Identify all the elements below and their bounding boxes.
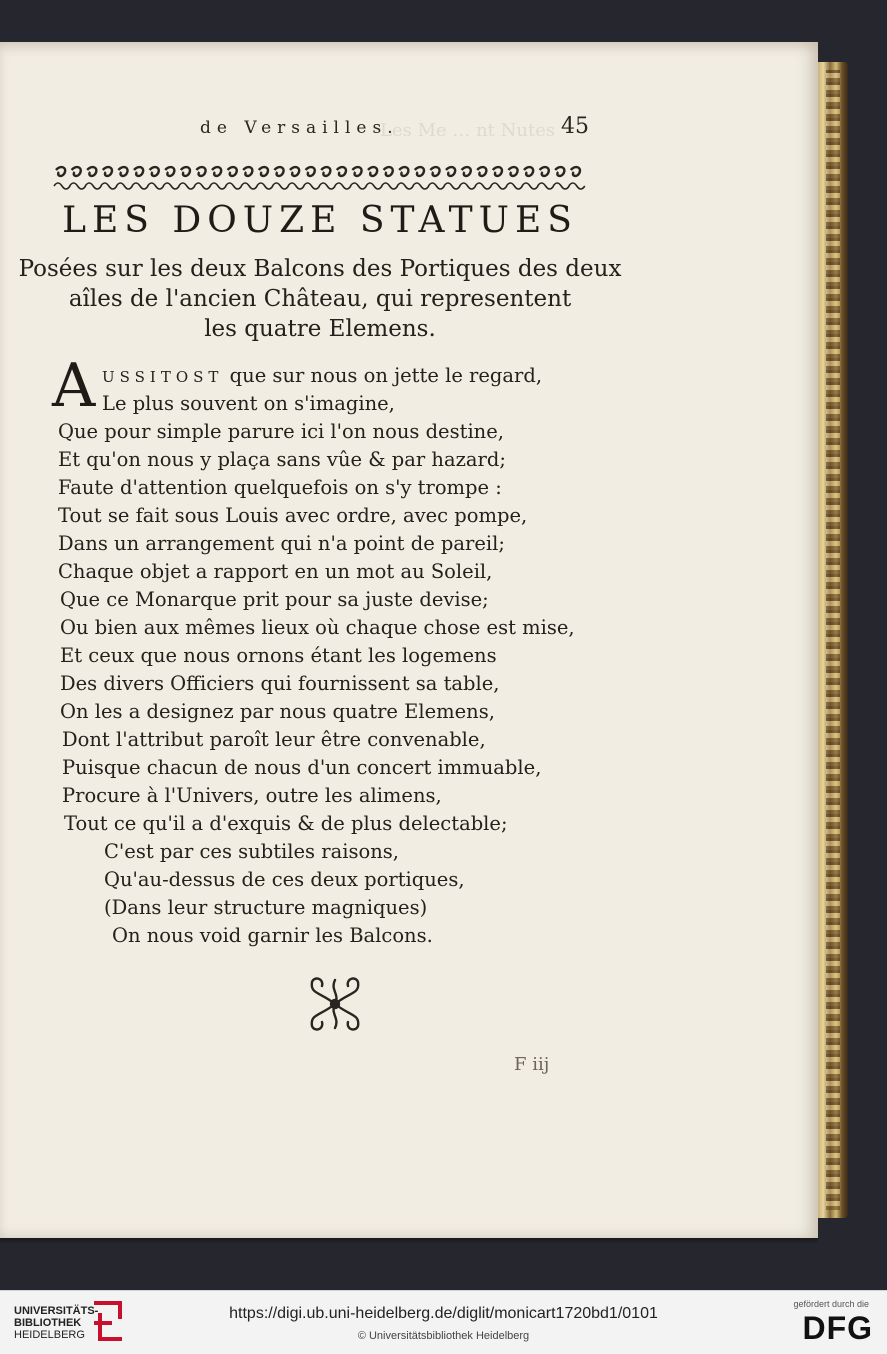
subtitle-line-3: les quatre Elemens. <box>204 316 436 342</box>
fleuron-ornament-icon <box>300 972 370 1036</box>
verse-line: (Dans leur structure magniques) <box>104 896 428 919</box>
verse-line: Le plus souvent on s'imagine, <box>102 392 395 415</box>
first-word: USSITOST <box>102 368 224 386</box>
copyright-notice: © Universitätsbibliothek Heidelberg <box>357 1330 530 1342</box>
bleed-through-text: Les Me … nt Nutes <box>380 120 556 141</box>
dfg-logo[interactable]: DFG <box>802 1310 873 1346</box>
verse-line-1-text: que sur nous on jette le regard, <box>229 364 543 387</box>
page-number: 45 <box>561 114 589 139</box>
verse-line: Des divers Officiers qui fournissent sa table, <box>60 672 500 695</box>
subtitle-line-1: Posées sur les deux Balcons des Portiques des deux <box>18 256 622 282</box>
library-name-line-3: HEIDELBERG <box>14 1329 85 1341</box>
verse-line: Dont l'attribut paroît leur être convenable, <box>62 728 486 751</box>
verse-line: On les a designez par nous quatre Elemens, <box>60 700 495 723</box>
library-name-line-2: BIBLIOTHEK <box>14 1317 82 1329</box>
verse-line: Puisque chacun de nous d'un concert immuable, <box>62 756 542 779</box>
verse-line: Qu'au-dessus de ces deux portiques, <box>104 868 465 891</box>
subtitle-line-2: aîles de l'ancien Château, qui representent <box>68 286 572 312</box>
verse-line: On nous void garnir les Balcons. <box>112 924 433 947</box>
verse-line: Que pour simple parure ici l'on nous destine, <box>58 420 504 443</box>
ornament-band-icon <box>50 160 588 196</box>
funder-label: gefördert durch die <box>793 1299 869 1309</box>
book-page <box>0 42 818 1238</box>
verse-line <box>102 364 542 387</box>
verse-line: Que ce Monarque prit pour sa juste devise; <box>60 588 489 611</box>
verse-line: Faute d'attention quelquefois on s'y trompe : <box>58 476 502 499</box>
book-edge-pattern <box>826 70 840 1210</box>
drop-cap: A <box>52 351 96 421</box>
library-name-line-1: UNIVERSITÄTS- <box>14 1305 99 1317</box>
verse-line: C'est par ces subtiles raisons, <box>104 840 399 863</box>
verse-line: Et ceux que nous ornons étant les logemens <box>60 644 497 667</box>
page-title: LES DOUZE STATUES <box>62 200 578 241</box>
permalink-url[interactable]: https://digi.ub.uni-heidelberg.de/diglit/monicart1720bd1/0101 <box>229 1305 658 1322</box>
verse-line: Procure à l'Univers, outre les alimens, <box>62 784 442 807</box>
verse-line: Ou bien aux mêmes lieux où chaque chose est mise, <box>60 616 575 639</box>
page-shadow <box>0 1238 818 1244</box>
verse-line: Chaque objet a rapport en un mot au Soleil, <box>58 560 493 583</box>
verse-line: Tout ce qu'il a d'exquis & de plus delectable; <box>64 812 508 835</box>
running-head: de Versailles. <box>200 118 399 138</box>
verse-line: Et qu'on nous y plaça sans vûe & par hazard; <box>58 448 506 471</box>
verse-line: Tout se fait sous Louis avec ordre, avec pompe, <box>58 504 528 527</box>
viewer-footer <box>0 1290 887 1354</box>
verse-line: Dans un arrangement qui n'a point de pareil; <box>58 532 505 555</box>
signature-mark: F iij <box>514 1054 550 1075</box>
